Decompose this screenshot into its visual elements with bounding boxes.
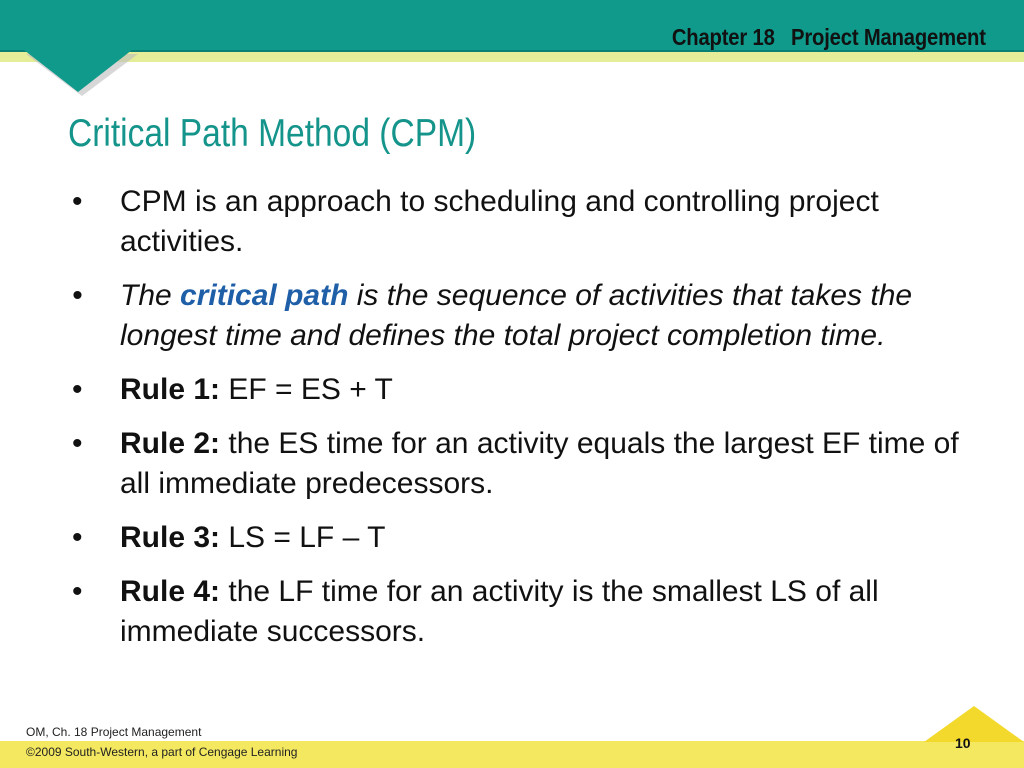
rule-label: Rule 1: — [120, 373, 221, 406]
bullet-item — [68, 518, 988, 558]
bullet-dot: • — [72, 427, 83, 460]
bullet-text: CPM is an approach to scheduling and controlling project activities. — [120, 185, 879, 258]
chapter-title: Chapter 18 Project Management — [672, 24, 986, 50]
bullet-suffix: is the sequence of activities that takes the longest time and defines the total project completion time. — [120, 279, 913, 352]
rule-label: Rule 3: — [120, 521, 221, 554]
bullet-dot: • — [72, 575, 83, 608]
bullet-item — [68, 276, 988, 356]
rule-text: EF = ES + T — [220, 373, 393, 406]
page-number: 10 — [955, 735, 971, 751]
bullet-item — [68, 424, 988, 504]
bullet-dot: • — [72, 521, 83, 554]
rule-text: the ES time for an activity equals the largest EF time of all immediate predecessors. — [120, 427, 959, 500]
rule-label: Rule 4: — [120, 575, 221, 608]
footer-copyright: ©2009 South-Western, a part of Cengage Learning — [26, 745, 298, 759]
page-number-triangle — [924, 706, 1024, 742]
bullet-dot: • — [72, 373, 83, 406]
bullet-list — [68, 182, 988, 666]
header-chevron — [24, 50, 132, 92]
bullet-dot: • — [72, 185, 83, 218]
critical-path-term: critical path — [180, 279, 349, 312]
rule-text: the LF time for an activity is the smallest LS of all immediate successors. — [120, 575, 879, 648]
footer-course: OM, Ch. 18 Project Management — [26, 725, 202, 739]
bullet-item — [68, 182, 988, 262]
rule-label: Rule 2: — [120, 427, 221, 460]
bullet-item — [68, 370, 988, 410]
header-accent-stripe — [0, 52, 1024, 62]
bullet-dot: • — [72, 279, 83, 312]
slide-title: Critical Path Method (CPM) — [68, 112, 477, 155]
bullet-item — [68, 572, 988, 652]
bullet-prefix: The — [120, 279, 181, 312]
rule-text: LS = LF – T — [220, 521, 386, 554]
